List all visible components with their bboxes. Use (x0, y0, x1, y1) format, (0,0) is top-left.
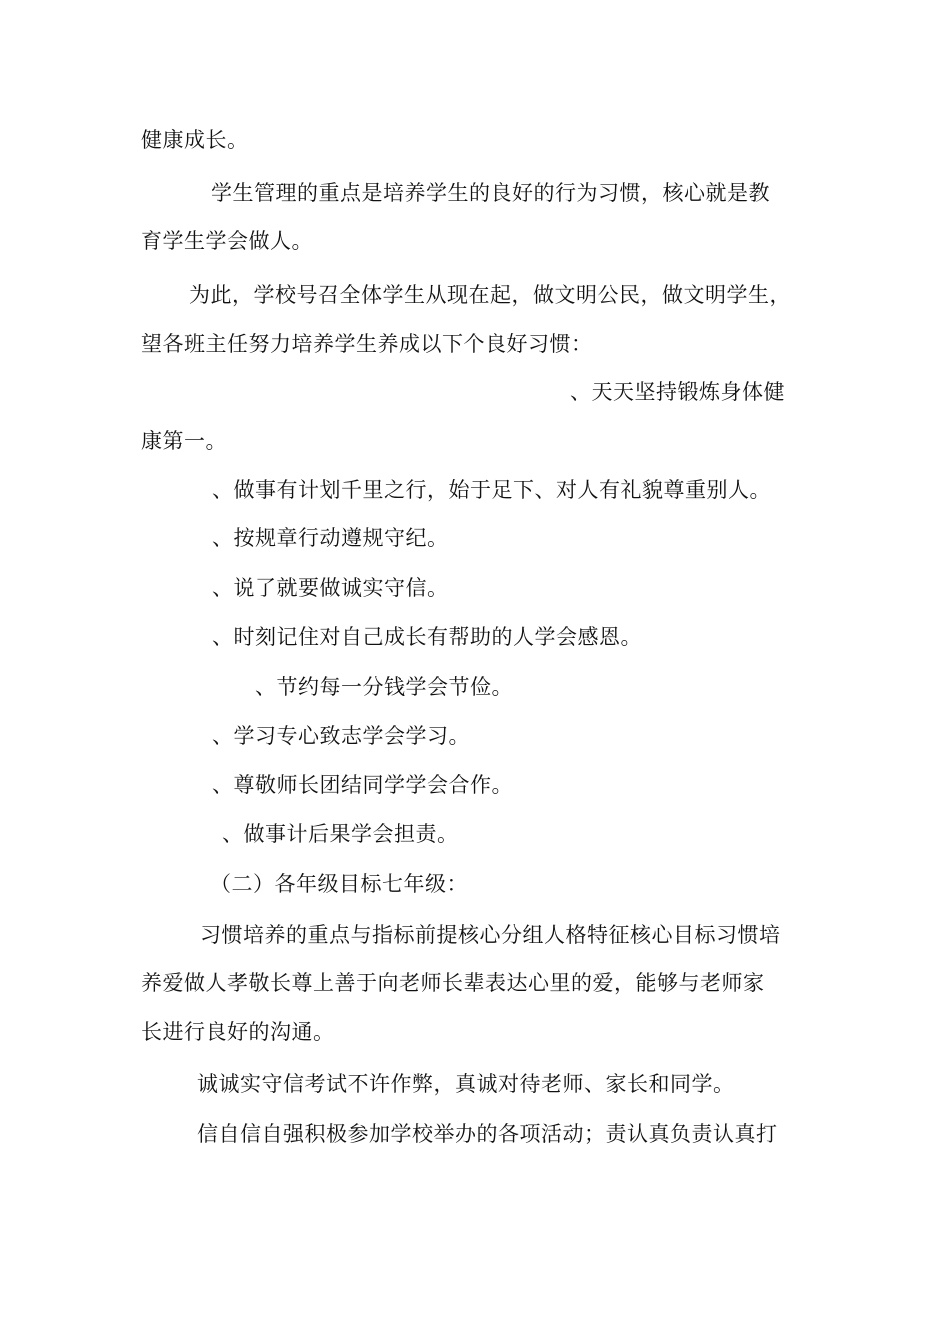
text-line: 健康成长。 (141, 128, 249, 152)
text-line: 、说了就要做诚实守信。 (212, 576, 449, 600)
text-line: 、做事计后果学会担责。 (222, 822, 459, 846)
section-heading: （二）各年级目标七年级： (210, 872, 468, 896)
text-line: 、天天坚持锻炼身体健 (570, 380, 785, 404)
text-line: 为此，学校号召全体学生从现在起，做文明公民，做文明学生， (189, 283, 791, 307)
text-line: 、时刻记住对自己成长有帮助的人学会感恩。 (212, 625, 642, 649)
text-line: 信自信自强积极参加学校举办的各项活动；责认真负责认真打 (197, 1122, 778, 1146)
text-line: 、按规章行动遵规守纪。 (212, 526, 449, 550)
text-line: 习惯培养的重点与指标前提核心分组人格特征核心目标习惯培 (200, 923, 781, 947)
text-line: 长进行良好的沟通。 (141, 1020, 335, 1044)
text-line: 育学生学会做人。 (141, 229, 313, 253)
text-line: 、做事有计划千里之行，始于足下、对人有礼貌尊重别人。 (212, 478, 771, 502)
text-line: 望各班主任努力培养学生养成以下个良好习惯： (141, 332, 593, 356)
text-line: 学生管理的重点是培养学生的良好的行为习惯，核心就是教 (211, 181, 770, 205)
text-line: 养爱做人孝敬长尊上善于向老师长辈表达心里的爱，能够与老师家 (141, 971, 765, 995)
text-line: 、尊敬师长团结同学学会合作。 (212, 773, 513, 797)
text-line: 、学习专心致志学会学习。 (212, 724, 470, 748)
text-line: 诚诚实守信考试不许作弊，真诚对待老师、家长和同学。 (197, 1072, 735, 1096)
text-line: 康第一。 (141, 429, 227, 453)
text-line: 、节约每一分钱学会节俭。 (255, 675, 513, 699)
